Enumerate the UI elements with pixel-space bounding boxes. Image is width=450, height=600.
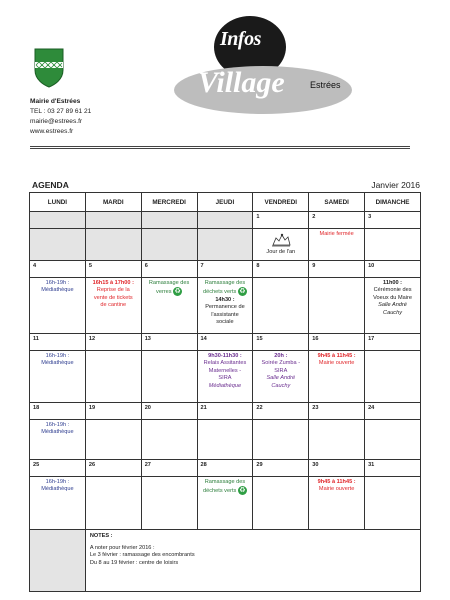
event-text: vente de tickets xyxy=(93,294,133,301)
event-text: Permanence de xyxy=(205,304,245,311)
event-text: verres xyxy=(156,289,172,296)
event-text: 16h-19h : xyxy=(45,280,70,286)
event-cell-mardi[interactable] xyxy=(85,420,141,460)
recycle-icon: ♻ xyxy=(239,487,246,495)
date-cell-mardi xyxy=(85,212,141,229)
date-number: 18 xyxy=(33,405,40,411)
date-number: 29 xyxy=(256,462,263,468)
date-number: 14 xyxy=(200,336,207,342)
event-cell-vendredi[interactable] xyxy=(253,477,309,530)
event-cell-jeudi[interactable] xyxy=(197,477,253,530)
header-divider xyxy=(30,146,410,149)
event-cell-lundi[interactable] xyxy=(30,229,86,261)
logo-village-text: Village xyxy=(198,66,285,99)
mairie-name: Mairie d'Estrées xyxy=(30,98,81,105)
event-text: SIRA xyxy=(274,367,288,374)
date-number: 1 xyxy=(256,214,260,220)
event-text: Salle André xyxy=(378,302,407,309)
event-text: 16h15 à 17h00 : xyxy=(92,280,134,286)
event-text: Cérémonie des xyxy=(373,287,412,294)
date-number: 23 xyxy=(312,405,319,411)
event-cell-dimanche[interactable] xyxy=(365,278,421,334)
event-text: SIRA xyxy=(218,375,232,382)
event-text: Mairie fermée xyxy=(319,231,354,237)
date-number: 27 xyxy=(144,462,151,468)
date-cell-samedi[interactable] xyxy=(309,212,365,229)
event-text xyxy=(144,287,195,296)
event-text: Médiathèque xyxy=(208,382,242,389)
mairie-email[interactable]: mairie@estrees.fr xyxy=(30,118,83,125)
week-5-date-row xyxy=(30,460,421,477)
event-text: 9h30-11h30 : xyxy=(208,353,242,359)
event-cell-mardi[interactable] xyxy=(85,477,141,530)
event-cell-jeudi[interactable] xyxy=(197,351,253,403)
event-text: Salle André xyxy=(266,375,296,382)
event-cell-dimanche[interactable] xyxy=(365,229,421,261)
week-3-date-row xyxy=(30,334,421,351)
date-cell-vendredi[interactable] xyxy=(253,403,309,420)
event-text: 9h45 à 11h45 : xyxy=(317,353,356,359)
week-4-events-row xyxy=(30,420,421,460)
event-cell-samedi[interactable] xyxy=(309,477,365,530)
date-number: 15 xyxy=(256,336,263,342)
event-cell-dimanche[interactable] xyxy=(365,351,421,403)
date-number: 28 xyxy=(200,462,207,468)
recycle-icon: ♻ xyxy=(239,288,246,296)
date-cell-mercredi[interactable] xyxy=(141,403,197,420)
logo-infos-text: Infos xyxy=(220,28,261,50)
event-cell-jeudi[interactable] xyxy=(197,420,253,460)
week-2-date-row xyxy=(30,261,421,278)
date-number: 8 xyxy=(256,263,260,269)
event-cell-mercredi[interactable] xyxy=(141,229,197,261)
event-text: 16h-19h : xyxy=(45,353,70,359)
event-cell-mardi[interactable] xyxy=(85,278,141,334)
week-3-events-row xyxy=(30,351,421,403)
week-1-events-row xyxy=(30,229,421,261)
notes-line: Du 8 au 19 février : centre de loisirs xyxy=(89,559,179,566)
date-number: 31 xyxy=(368,462,375,468)
infos-village-logo xyxy=(174,14,374,114)
event-text: Jour de l'an xyxy=(266,249,296,255)
date-cell-vendredi[interactable] xyxy=(253,334,309,351)
event-text: 9h45 à 11h45 : xyxy=(317,479,356,485)
date-cell-vendredi[interactable] xyxy=(253,212,309,229)
date-cell-dimanche[interactable] xyxy=(365,334,421,351)
day-header-mercredi: MERCREDI xyxy=(141,193,197,212)
date-cell-dimanche[interactable] xyxy=(365,403,421,420)
date-number: 24 xyxy=(368,405,375,411)
event-text: Médiathèque xyxy=(41,486,74,493)
event-text: 16h-19h : xyxy=(45,479,70,485)
event-cell-dimanche[interactable] xyxy=(365,420,421,460)
event-cell-vendredi[interactable] xyxy=(253,420,309,460)
event-text: Médiathèque xyxy=(41,360,74,367)
date-number: 10 xyxy=(368,263,375,269)
date-cell-mardi[interactable] xyxy=(85,261,141,278)
date-cell-lundi xyxy=(30,212,86,229)
week-2-events-row xyxy=(30,278,421,334)
date-cell-jeudi xyxy=(197,212,253,229)
event-cell-samedi[interactable] xyxy=(309,351,365,403)
event-cell-dimanche[interactable] xyxy=(365,477,421,530)
mairie-website[interactable]: www.estrees.fr xyxy=(30,128,74,135)
date-cell-samedi[interactable] xyxy=(309,460,365,477)
event-text: Cauchy xyxy=(383,309,403,316)
date-number: 25 xyxy=(33,462,40,468)
date-number: 3 xyxy=(368,214,372,220)
recycle-icon: ♻ xyxy=(174,288,181,296)
date-cell-jeudi[interactable] xyxy=(197,261,253,278)
event-text xyxy=(200,287,251,296)
event-text: Voeux du Maire xyxy=(373,294,412,301)
date-cell-vendredi[interactable] xyxy=(253,261,309,278)
event-text: Ramassage des xyxy=(148,280,190,286)
event-text: Maternelles - xyxy=(208,367,242,374)
mairie-contact xyxy=(30,97,91,137)
event-text: déchets verts xyxy=(203,488,237,495)
event-text: l'assistante xyxy=(211,311,239,318)
calendar-header-row xyxy=(30,193,421,212)
event-cell-samedi[interactable] xyxy=(309,229,365,261)
event-cell-mercredi[interactable] xyxy=(141,420,197,460)
date-number: 22 xyxy=(256,405,263,411)
date-cell-jeudi[interactable] xyxy=(197,334,253,351)
event-cell-vendredi[interactable] xyxy=(253,278,309,334)
day-header-vendredi: VENDREDI xyxy=(253,193,309,212)
event-text: Ramassage des xyxy=(204,280,246,286)
week-1-date-row xyxy=(30,212,421,229)
event-text: 11h00 : xyxy=(383,280,403,286)
event-text: Mairie ouverte xyxy=(318,486,355,493)
date-cell-jeudi[interactable] xyxy=(197,460,253,477)
date-cell-lundi[interactable] xyxy=(30,403,86,420)
event-text: Médiathèque xyxy=(41,287,74,294)
event-text: de cantine xyxy=(100,302,127,309)
date-cell-lundi[interactable] xyxy=(30,334,86,351)
event-text: 14h30 : xyxy=(215,296,235,303)
event-cell-jeudi[interactable] xyxy=(197,229,253,261)
event-cell-lundi[interactable] xyxy=(30,351,86,403)
event-text: Soirée Zumba - xyxy=(261,360,301,367)
event-text: Ramassage des xyxy=(204,479,246,485)
day-header-dimanche: DIMANCHE xyxy=(365,193,421,212)
event-text: Cauchy xyxy=(271,382,291,389)
date-number: 20 xyxy=(144,405,151,411)
notes-spacer xyxy=(30,530,86,592)
date-cell-mercredi xyxy=(141,212,197,229)
day-header-mardi: MARDI xyxy=(85,193,141,212)
event-cell-mercredi[interactable] xyxy=(141,477,197,530)
date-number: 4 xyxy=(33,263,37,269)
event-cell-vendredi[interactable] xyxy=(253,351,309,403)
event-text: déchets verts xyxy=(203,289,237,296)
event-cell-lundi[interactable] xyxy=(30,278,86,334)
date-cell-vendredi[interactable] xyxy=(253,460,309,477)
date-number: 2 xyxy=(312,214,316,220)
date-cell-jeudi[interactable] xyxy=(197,403,253,420)
event-cell-mardi[interactable] xyxy=(85,351,141,403)
day-header-lundi: LUNDI xyxy=(30,193,86,212)
agenda-title: AGENDA xyxy=(32,180,69,190)
coat-of-arms-icon xyxy=(34,48,64,88)
date-cell-dimanche[interactable] xyxy=(365,212,421,229)
event-cell-samedi[interactable] xyxy=(309,278,365,334)
day-header-jeudi: JEUDI xyxy=(197,193,253,212)
event-cell-jeudi[interactable] xyxy=(197,278,253,334)
date-number: 7 xyxy=(200,263,204,269)
date-cell-lundi[interactable] xyxy=(30,460,86,477)
event-text: Mairie ouverte xyxy=(318,360,355,367)
date-cell-mercredi[interactable] xyxy=(141,261,197,278)
agenda-month: Janvier 2016 xyxy=(371,180,420,190)
date-number: 19 xyxy=(88,405,96,411)
date-cell-lundi[interactable] xyxy=(30,261,86,278)
date-cell-mardi[interactable] xyxy=(85,334,141,351)
event-cell-lundi[interactable] xyxy=(30,477,86,530)
notes-line: Le 3 février : ramassage des encombrants xyxy=(89,552,195,559)
mairie-tel: TEL : 03 27 89 61 21 xyxy=(30,108,92,115)
event-text: 16h-19h : xyxy=(45,422,70,428)
date-cell-dimanche[interactable] xyxy=(365,460,421,477)
date-number: 12 xyxy=(88,336,96,342)
day-header-samedi: SAMEDI xyxy=(309,193,365,212)
date-cell-dimanche[interactable] xyxy=(365,261,421,278)
event-text: Relais Assitantes xyxy=(203,360,247,367)
event-cell-mardi[interactable] xyxy=(85,229,141,261)
week-4-date-row xyxy=(30,403,421,420)
event-text: sociale xyxy=(216,319,234,326)
date-number: 26 xyxy=(88,462,96,468)
event-cell-samedi[interactable] xyxy=(309,420,365,460)
event-text: 20h : xyxy=(274,353,288,359)
notes-row xyxy=(30,530,421,592)
notes-line: A noter pour février 2016 : xyxy=(89,544,155,551)
jour-de-l-an-icon xyxy=(270,232,292,248)
date-cell-mardi[interactable] xyxy=(85,403,141,420)
date-number: 13 xyxy=(144,336,151,342)
date-cell-samedi[interactable] xyxy=(309,261,365,278)
event-cell-lundi[interactable] xyxy=(30,420,86,460)
date-number: 5 xyxy=(88,263,92,269)
date-cell-samedi[interactable] xyxy=(309,403,365,420)
notes-title: NOTES : xyxy=(89,533,113,539)
event-text: Reprise de la xyxy=(96,287,130,294)
logo-estrees-text: Estrées xyxy=(310,80,341,90)
date-number: 6 xyxy=(144,263,148,269)
date-number: 21 xyxy=(200,405,207,411)
date-cell-mercredi[interactable] xyxy=(141,460,197,477)
date-number: 11 xyxy=(33,336,39,342)
event-text xyxy=(200,486,251,495)
date-number: 30 xyxy=(312,462,319,468)
event-cell-mercredi[interactable] xyxy=(141,351,197,403)
week-5-events-row xyxy=(30,477,421,530)
date-number: 16 xyxy=(312,336,319,342)
date-number: 17 xyxy=(368,336,375,342)
date-cell-mercredi[interactable] xyxy=(141,334,197,351)
date-number: 9 xyxy=(312,263,316,269)
event-cell-vendredi[interactable] xyxy=(253,229,309,261)
event-cell-mercredi[interactable] xyxy=(141,278,197,334)
date-cell-mardi[interactable] xyxy=(85,460,141,477)
date-cell-samedi[interactable] xyxy=(309,334,365,351)
notes-cell xyxy=(85,530,420,592)
event-text: Médiathèque xyxy=(41,429,74,436)
agenda-calendar xyxy=(29,192,421,592)
